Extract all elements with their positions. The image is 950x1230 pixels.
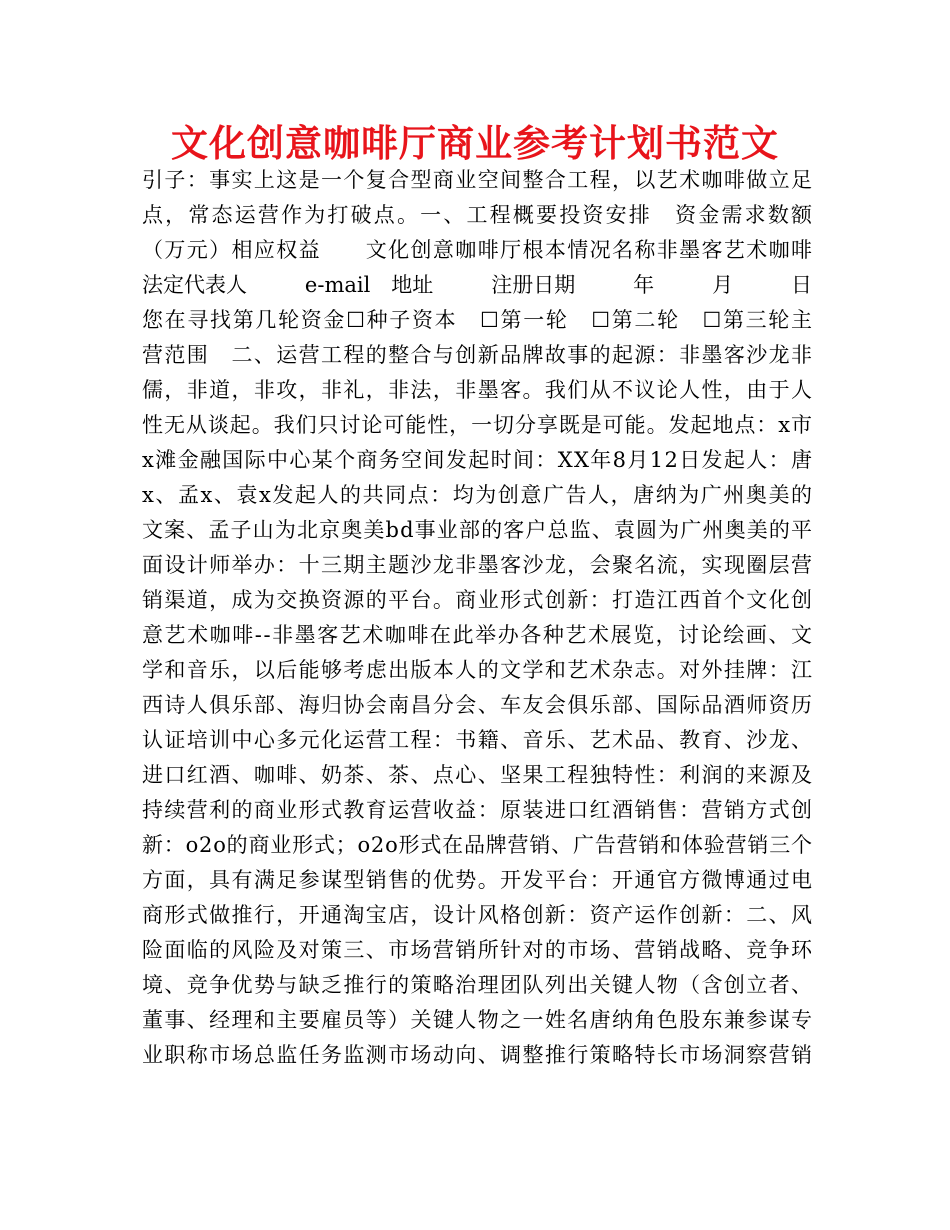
body-text-segment: 进口红酒、咖啡、奶茶、茶、点心、坚果工程独特性：利润的来源及	[142, 763, 814, 787]
body-line	[142, 723, 812, 758]
body-line	[142, 548, 812, 583]
body-text-segment: 险面临的风险及对策三、市场营销所针对的市场、营销战略、竞争环	[142, 938, 814, 962]
body-text-segment: 儒，非道，非攻，非礼，非法，非墨客。我们从不议论人性，由于人	[142, 378, 814, 402]
body-line	[142, 1003, 812, 1038]
document-body	[142, 163, 815, 1073]
document-title: 文化创意咖啡厅商业参考计划书范文	[171, 122, 779, 165]
body-line	[142, 933, 812, 968]
body-line	[142, 583, 812, 618]
body-line	[142, 793, 812, 828]
body-text-segment: 商形式做推行，开通淘宝店，设计风格创新：资产运作创新：二、风	[142, 903, 814, 927]
body-line	[142, 653, 812, 688]
body-text-segment: 日	[791, 273, 812, 297]
body-line	[142, 338, 812, 373]
body-text-segment: 持续营利的商业形式教育运营收益：原装进口红酒销售：营销方式创	[142, 798, 814, 822]
body-text-segment: 销渠道，成为交换资源的平台。商业形式创新：打造江西首个文化创	[142, 588, 814, 612]
body-text-segment: 新：o2o的商业形式；o2o形式在品牌营销、广告营销和体验营销三个	[142, 833, 813, 857]
body-line	[142, 233, 812, 268]
body-text-segment: 意艺术咖啡--非墨客艺术咖啡在此举办各种艺术展览，讨论绘画、文	[142, 623, 814, 647]
body-text-segment: 境、竞争优势与缺乏推行的策略治理团队列出关键人物（含创立者、	[142, 973, 814, 997]
body-text-segment: 法定代表人	[142, 273, 247, 297]
body-line	[142, 688, 812, 723]
body-line	[142, 198, 815, 233]
body-text-segment: 面设计师举办：十三期主题沙龙非墨客沙龙，会聚名流，实现圈层营	[142, 553, 814, 577]
body-line	[142, 443, 812, 478]
body-text-segment: 营范围 二、运营工程的整合与创新品牌故事的起源：非墨客沙龙非	[142, 343, 814, 367]
body-text-segment: 认证培训中心多元化运营工程：书籍、音乐、艺术品、教育、沙龙、	[142, 728, 814, 752]
body-text-segment: 点，常态运营作为打破点。一、工程概要投资安排 资金需求数额	[142, 203, 815, 227]
body-line	[142, 758, 812, 793]
body-text-segment: 年	[633, 273, 655, 297]
body-line	[142, 408, 812, 443]
body-text-segment: x滩金融国际中心某个商务空间发起时间：XX年8月12日发起人：唐	[142, 448, 814, 472]
body-line	[142, 513, 812, 548]
body-text-segment: 您在寻找第几轮资金☐种子资本 ☐第一轮 ☐第二轮 ☐第三轮主	[142, 308, 814, 332]
body-text-segment: 注册日期	[491, 273, 576, 297]
body-text-segment: 方面，具有满足参谋型销售的优势。开发平台：开通官方微博通过电	[142, 868, 814, 892]
body-line	[142, 618, 812, 653]
body-text-segment: 董事、经理和主要雇员等）关键人物之一姓名唐纳角色股东兼参谋专	[142, 1008, 814, 1032]
body-text-segment: 西诗人俱乐部、海归协会南昌分会、车友会俱乐部、国际品酒师资历	[142, 693, 814, 717]
body-text-segment: x、孟x、袁x发起人的共同点：均为创意广告人，唐纳为广州奥美的	[142, 483, 814, 507]
body-text-segment: 文案、孟子山为北京奥美bd事业部的客户总监、袁圆为广州奥美的平	[142, 518, 814, 542]
body-text-segment: 学和音乐，以后能够考虑出版本人的文学和艺术杂志。对外挂牌：江	[142, 658, 814, 682]
body-line	[142, 968, 812, 1003]
body-line	[142, 828, 812, 863]
body-line	[142, 898, 812, 933]
body-line	[142, 163, 812, 198]
body-line	[142, 1038, 812, 1073]
body-line	[142, 478, 812, 513]
body-text-segment: e-mail 地址	[304, 273, 434, 297]
body-text-segment: （万元）相应权益 文化创意咖啡厅根本情况名称非墨客艺术咖啡	[142, 238, 814, 262]
body-line	[142, 373, 812, 408]
body-text-segment: 月	[712, 273, 734, 297]
body-line	[142, 863, 812, 898]
body-line	[142, 268, 812, 303]
body-text-segment: 引子：事实上这是一个复合型商业空间整合工程，以艺术咖啡做立足	[142, 168, 814, 192]
body-text-segment: 业职称市场总监任务监测市场动向、调整推行策略特长市场洞察营销	[142, 1043, 814, 1067]
body-text-segment: 性无从谈起。我们只讨论可能性，一切分享既是可能。发起地点：x市	[142, 413, 813, 437]
body-line	[142, 303, 812, 338]
